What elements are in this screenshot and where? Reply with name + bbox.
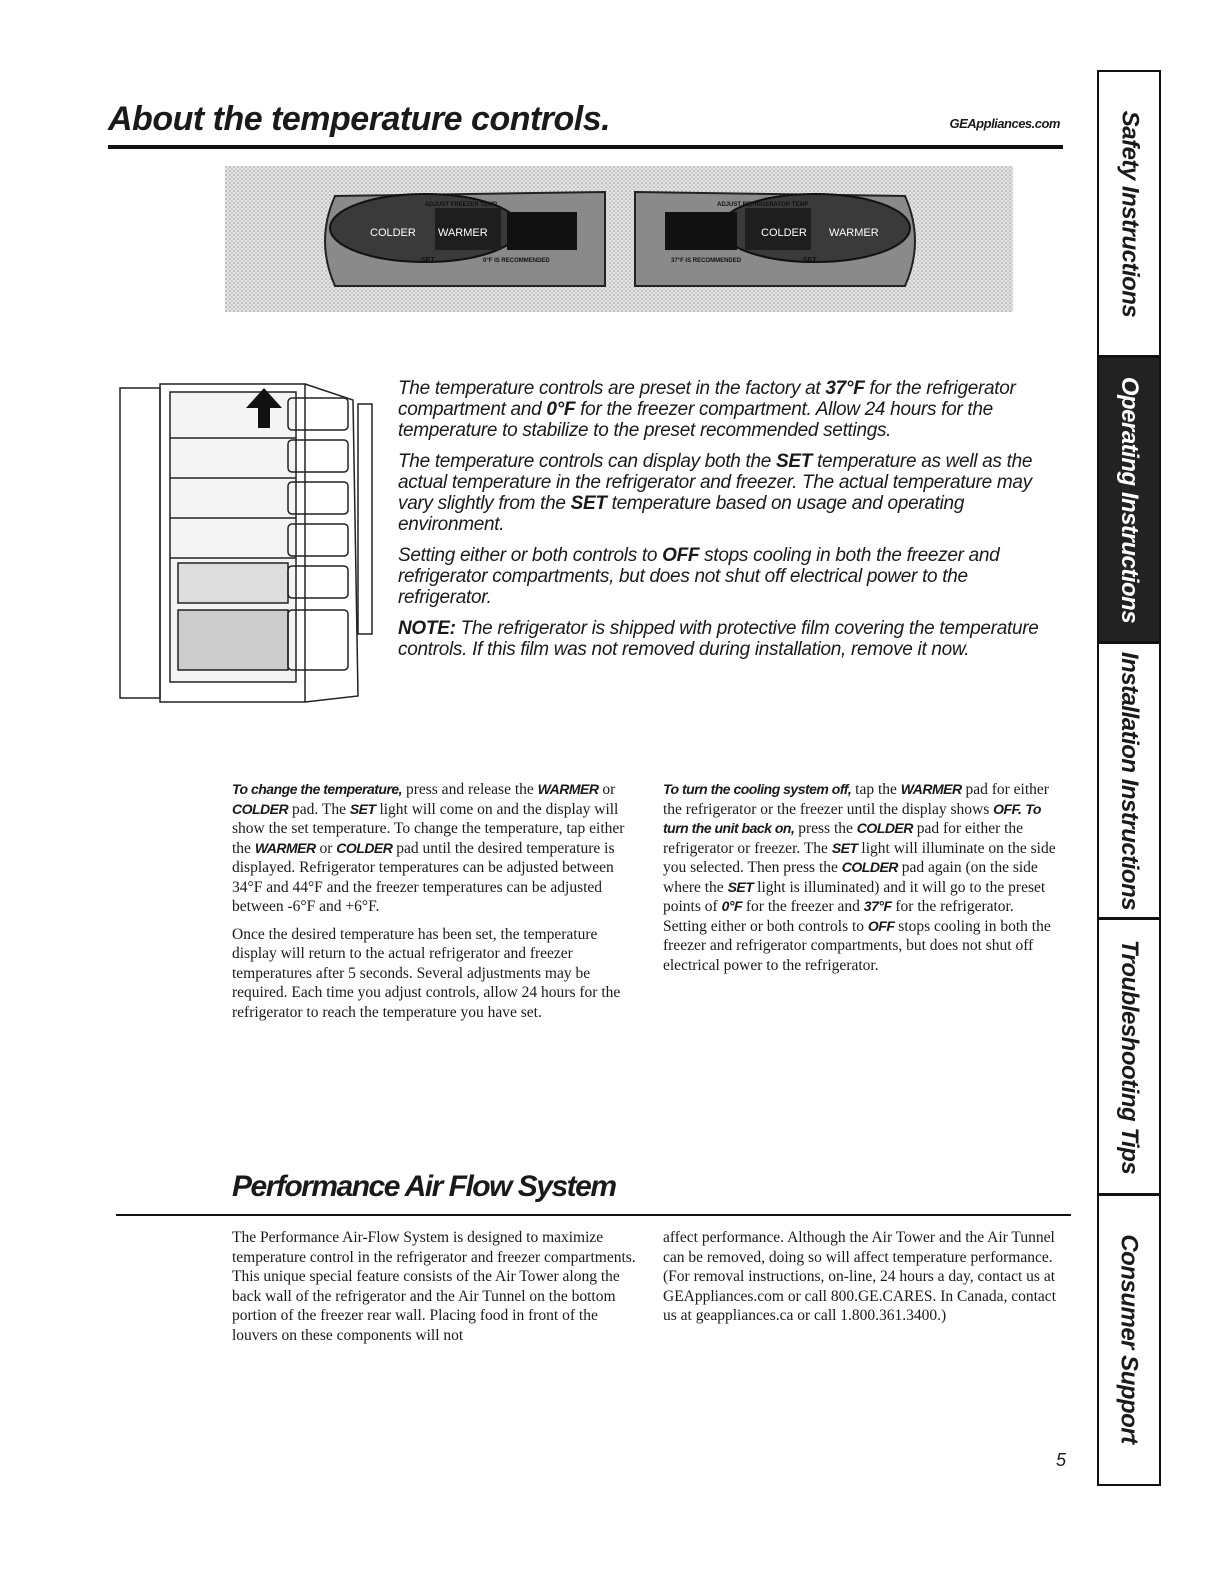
- intro-paragraph: The temperature controls can display both the SET temperature as well as the actual temperature in the refrigerator and freezer. The actual temperature may vary slightly from the SET temperature based on usage and operating environment.: [398, 451, 1033, 535]
- freezer-control: [325, 192, 605, 286]
- tab-operating-instructions[interactable]: Operating Instructions: [1099, 358, 1159, 644]
- fridge-recommended-label: 37°F IS RECOMMENDED: [671, 258, 742, 264]
- airflow-text-left: The Performance Air-Flow System is designed to maximize temperature control in the refrigerator and freezer compartments. This unique special feature consists of the Air Tower along the back wall of the refrigerator and the Air Tunnel on the bottom portion of the freezer rear wall. Placing food in front of the louvers on these components will not: [232, 1229, 636, 1344]
- tab-troubleshooting-tips[interactable]: Troubleshooting Tips: [1099, 920, 1159, 1196]
- freezer-recommended-label: 0°F IS RECOMMENDED: [483, 258, 550, 264]
- fridge-set-label: SET: [803, 257, 817, 264]
- section-title: Performance Air Flow System: [232, 1170, 616, 1203]
- fridge-control: [635, 192, 915, 286]
- body-paragraph: To change the temperature, press and release the WARMER or COLDER pad. The SET light will come on and the display will show the set temperature. To change the temperature, tap either the WARMER or COLDER pad until the desired temperature is displayed. Refrigerator temperatures can be adjusted between 34°F and 44°F and the freezer temperatures can be adjusted between -6°F and +6°F.: [232, 781, 625, 915]
- page-title: About the temperature controls.: [108, 100, 611, 138]
- freezer-adjust-label: ADJUST FREEZER TEMP: [425, 202, 498, 208]
- change-temperature-text: [232, 780, 644, 1030]
- fridge-colder-pad[interactable]: COLDER: [761, 227, 807, 239]
- intro-paragraph: The temperature controls are preset in the factory at 37°F for the refrigerator compartment and 0°F for the freezer compartment. Allow 24 hours for the temperature to stabilize to the preset recommended settings.: [398, 378, 1016, 441]
- refrigerator-illustration: [118, 378, 380, 710]
- intro-paragraph: Setting either or both controls to OFF stops cooling in both the freezer and refrigerator compartments, but does not shut off electrical power to the refrigerator.: [398, 545, 1000, 608]
- airflow-text-right: affect performance. Although the Air Tower and the Air Tunnel can be removed, doing so will affect temperature performance. (For removal instructions, on-line, 24 hours a day, contact us at GEAppliances.com or call 800.GE.CARES. In Canada, contact us at geappliances.ca or call 1.800.361.3400.): [663, 1229, 1056, 1324]
- control-panel-illustration: [225, 166, 1013, 312]
- section-tabs: [1097, 70, 1161, 1486]
- intro-text: [398, 378, 1048, 670]
- turn-off-text: [663, 780, 1061, 983]
- tab-safety-instructions[interactable]: Safety Instructions: [1099, 72, 1159, 358]
- freezer-colder-pad[interactable]: COLDER: [370, 227, 416, 239]
- freezer-warmer-pad[interactable]: WARMER: [438, 227, 488, 239]
- site-url: GEAppliances.com: [949, 116, 1060, 131]
- tab-installation-instructions[interactable]: Installation Instructions: [1099, 644, 1159, 920]
- body-paragraph: To turn the cooling system off, tap the WARMER pad for either the refrigerator or the freezer until the display shows OFF. To turn the unit back on, press the COLDER pad for either the refrigerator or freezer. The SET light will illuminate on the side you selected. Then press the COLDER pad again (on the side where the SET light is illuminated) and it will go to the preset points of 0°F for the freezer and 37°F for the refrigerator. Setting either or both controls to OFF stops cooling in both the freezer and refrigerator compartments, but does not shut off electrical power to the refrigerator.: [663, 781, 1056, 974]
- page-number: 5: [1056, 1450, 1067, 1470]
- title-rule: [108, 145, 1063, 149]
- section-rule: [116, 1214, 1071, 1216]
- fridge-warmer-pad[interactable]: WARMER: [829, 227, 879, 239]
- fridge-adjust-label: ADJUST REFRIGERATOR TEMP: [717, 202, 809, 208]
- intro-note: NOTE: The refrigerator is shipped with protective film covering the temperature controls. If this film was not removed during installation, remove it now.: [398, 618, 1039, 660]
- tab-consumer-support[interactable]: Consumer Support: [1116, 1234, 1143, 1444]
- body-paragraph: Once the desired temperature has been set, the temperature display will return to the actual refrigerator and freezer temperatures after 5 seconds. Several adjustments may be required. Each time you adjust controls, allow 24 hours for the refrigerator to reach the temperature you have set.: [232, 925, 621, 1021]
- freezer-set-label: SET: [421, 257, 435, 264]
